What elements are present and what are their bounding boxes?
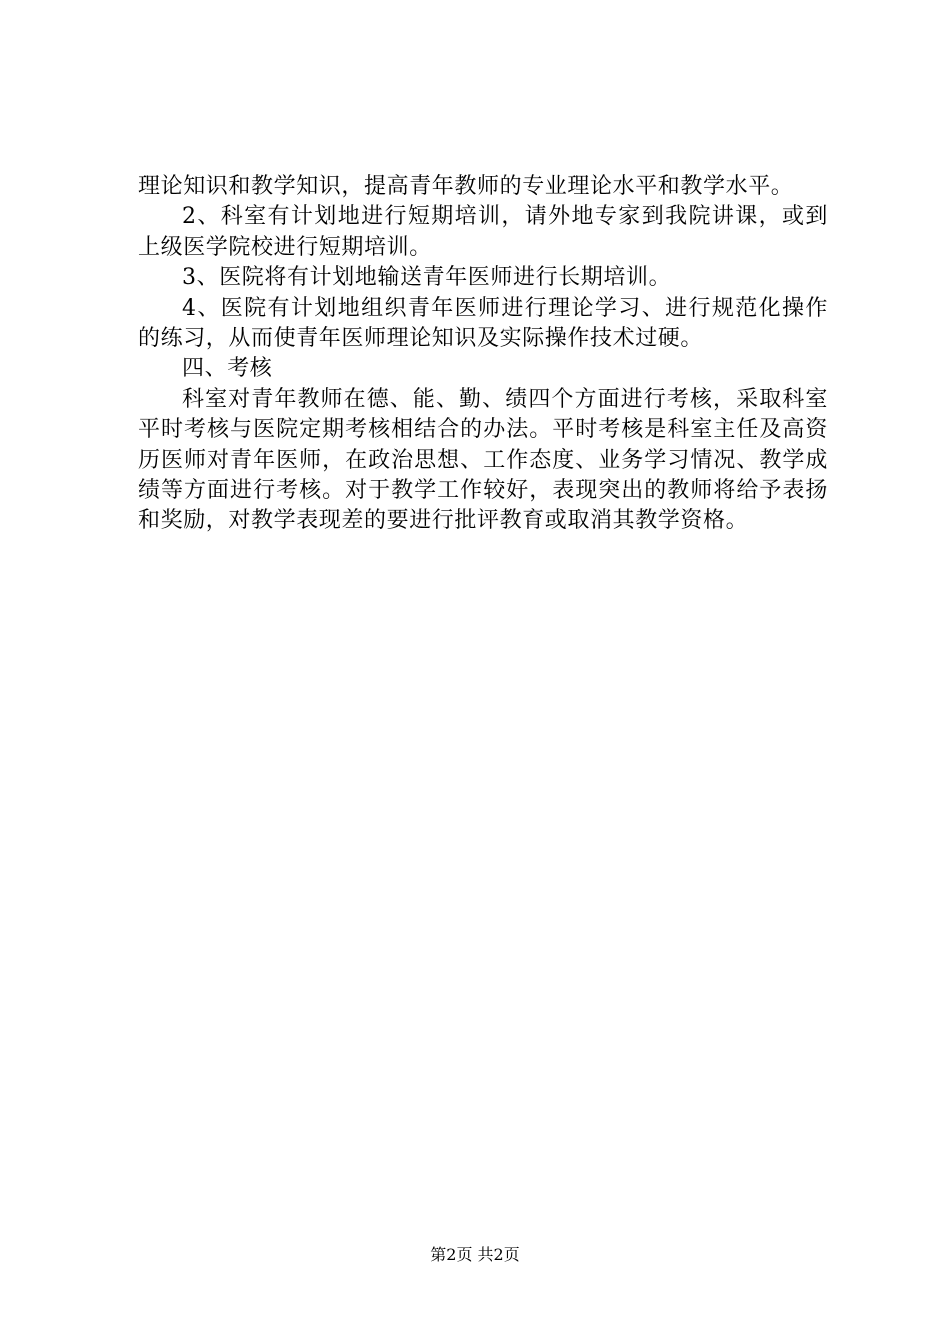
- paragraph-item-3: 3、医院将有计划地输送青年医师进行长期培训。: [182, 265, 672, 291]
- section-heading-assessment: 四、考核: [182, 356, 273, 382]
- document-body: [138, 172, 828, 537]
- paragraph-item-4: 4、医院有计划地组织青年医师进行理论学习、进行规范化操作的练习，从而使青年医师理论知识及实际操作技术过硬。: [138, 295, 828, 352]
- paragraph-item-2: 2、科室有计划地进行短期培训，请外地专家到我院讲课，或到上级医学院校进行短期培训。: [138, 204, 828, 260]
- paragraph-continuation: 理论知识和教学知识，提高青年教师的专业理论水平和教学水平。: [138, 174, 794, 199]
- page-footer: 第2页 共2页: [430, 1245, 520, 1264]
- paragraph-assessment-body: 科室对青年教师在德、能、勤、绩四个方面进行考核，采取科室平时考核与医院定期考核相结合的办法。平时考核是科室主任及高资历医师对青年医师，在政治思想、工作态度、业务学习情况、教学成绩等方面进行考核。对于教学工作较好，表现突出的教师将给予表扬和奖励，对教学表现差的要进行批评教育或取消其教学资格。: [138, 386, 828, 534]
